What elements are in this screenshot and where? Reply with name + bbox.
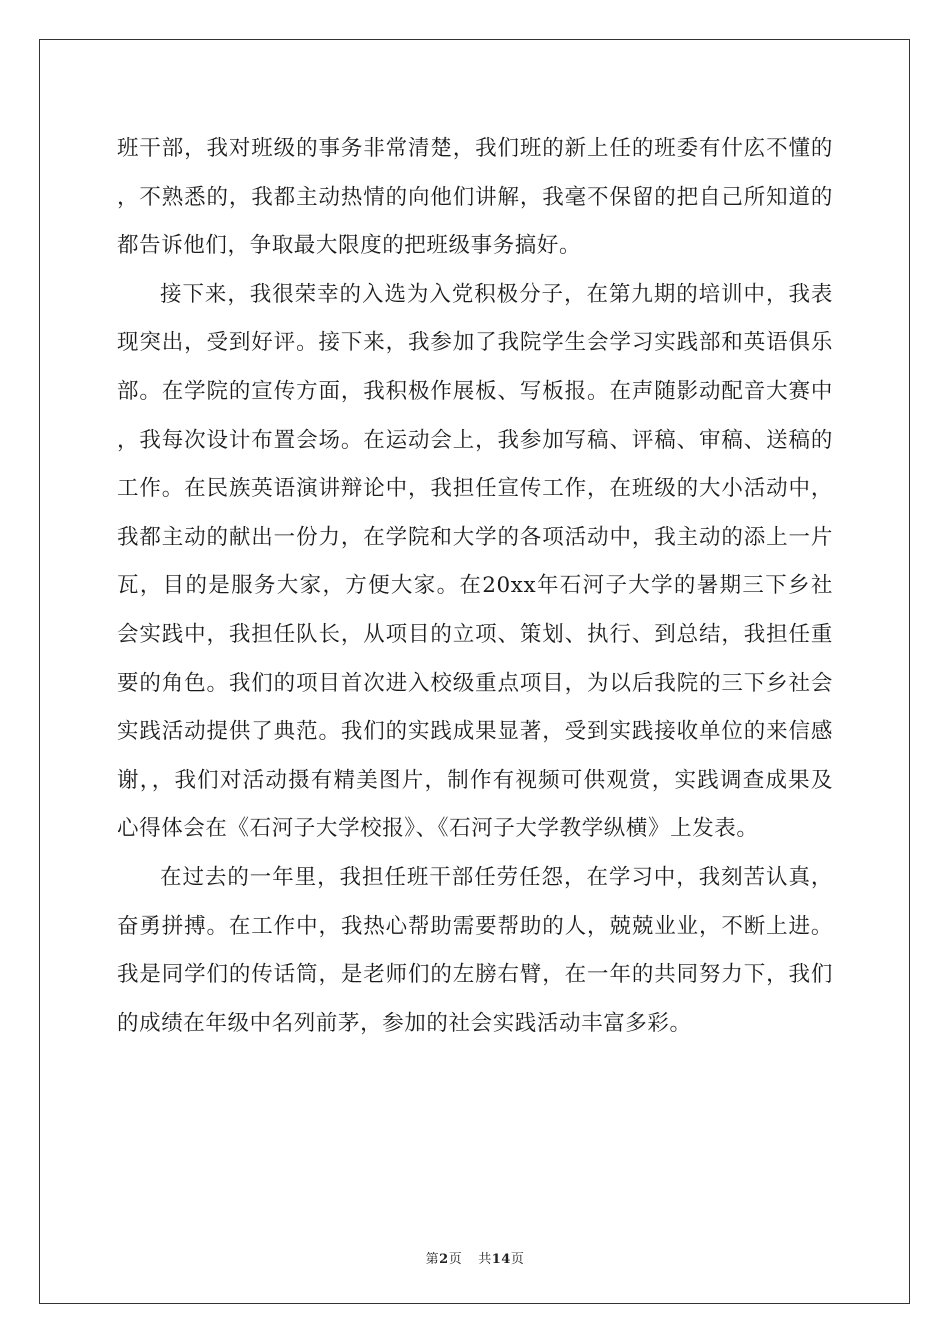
- page-prefix: 第: [425, 1252, 440, 1267]
- paragraph-1: 班干部，我对班级的事务非常清楚，我们班的新上任的班委有什庅不懂的，不熟悉的，我都主动热情的向他们讲解，我毫不保留的把自己所知道的都告诉他们，争取最大限度的把班级事务搞好。: [117, 136, 833, 259]
- total-prefix: 共: [478, 1252, 492, 1267]
- current-page-number: 2: [439, 1252, 449, 1267]
- total-suffix: 页: [510, 1252, 525, 1267]
- page-suffix: 页: [448, 1252, 463, 1267]
- page-footer: [0, 1248, 950, 1267]
- paragraph-3: 在过去的一年里，我担任班干部任劳任怨，在学习中，我刻苦认真，奋勇拼搏。在工作中，我热心帮助需要帮助的人，兢兢业业，不断上进。我是同学们的传话筒，是老师们的左膀右臂，在一年的共同努力下，我们的成绩在年级中名列前茅，参加的社会实践活动丰富多彩。: [117, 864, 833, 1036]
- total-pages-number: 14: [491, 1252, 511, 1267]
- paragraph-2: 接下来，我很荣幸的入选为入党积极分子，在第九期的培训中，我表现突出，受到好评。接下来，我参加了我院学生会学习实践部和英语俱乐部。在学院的宣传方面，我积极作展板、写板报。在声随影动配音大赛中，我每次设计布置会场。在运动会上，我参加写稿、评稿、审稿、送稿的工作。在民族英语演讲辩论中，我担任宣传工作，在班级的大小活动中，我都主动的献出一份力，在学院和大学的各项活动中，我主动的添上一片瓦，目的是服务大家，方便大家。在20xx年石河子大学的暑期三下乡社会实践中，我担任队长，从项目的立项、策划、执行、到总结，我担任重要的角色。我们的项目首次进入校级重点项目，为以后我院的三下乡社会实践活动提供了典范。我们的实践成果显著，受到实践接收单位的来信感谢，，我们对活动摄有精美图片，制作有视频可供观赏，实践调查成果及心得体会在《石河子大学校报》、《石河子大学教学纵横》上发表。: [117, 281, 833, 842]
- document-body: [117, 125, 833, 1048]
